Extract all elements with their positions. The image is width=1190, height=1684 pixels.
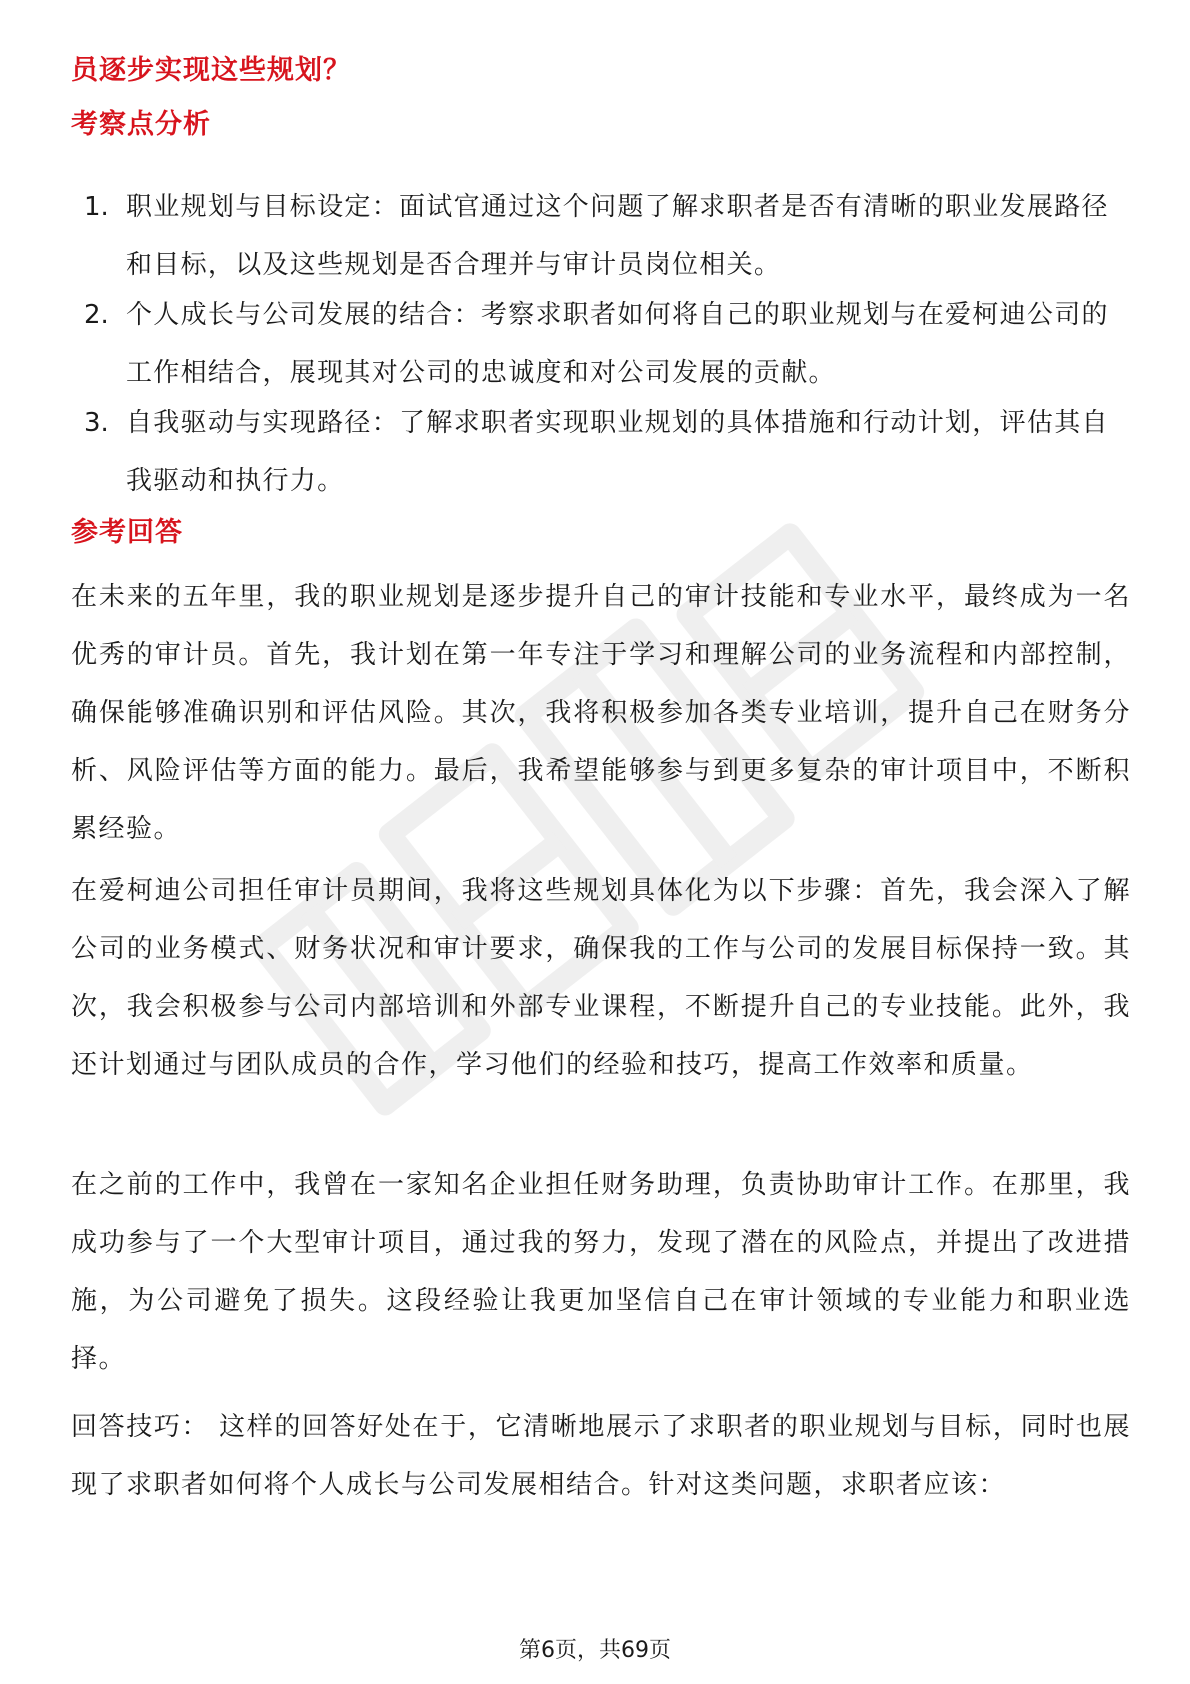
- list-item: [84, 286, 1124, 402]
- list-item: [84, 394, 1124, 510]
- question-heading-continuation: 员逐步实现这些规划？: [71, 55, 351, 86]
- answer-paragraph: 在之前的工作中，我曾在一家知名企业担任财务助理，负责协助审计工作。在那里，我成功参与了一个大型审计项目，通过我的努力，发现了潜在的风险点，并提出了改进措施，为公司避免了损失。这段经验让我更加坚信自己在审计领域的专业能力和职业选择。: [71, 1170, 1131, 1374]
- list-item-number: 1.: [84, 192, 109, 222]
- list-item: [84, 178, 1124, 294]
- page-number-footer: 第6页，共69页: [519, 1638, 671, 1663]
- answer-paragraph: 在爱柯迪公司担任审计员期间，我将这些规划具体化为以下步骤：首先，我会深入了解公司的业务模式、财务状况和审计要求，确保我的工作与公司的发展目标保持一致。其次，我会积极参与公司内部培训和外部专业课程，不断提升自己的专业技能。此外，我还计划通过与团队成员的合作，学习他们的经验和技巧，提高工作效率和质量。: [71, 876, 1131, 1080]
- list-item-number: 3.: [84, 408, 109, 438]
- analysis-list: [84, 178, 1124, 510]
- answer-paragraph: 在未来的五年里，我的职业规划是逐步提升自己的审计技能和专业水平，最终成为一名优秀的审计员。首先，我计划在第一年专注于学习和理解公司的业务流程和内部控制，确保能够准确识别和评估风险。其次，我将积极参加各类专业培训，提升自己在财务分析、风险评估等方面的能力。最后，我希望能够参与到更多复杂的审计项目中，不断积累经验。: [71, 582, 1131, 844]
- section-title-analysis: 考察点分析: [71, 109, 211, 140]
- list-item-text: 自我驱动与实现路径：了解求职者实现职业规划的具体措施和行动计划，评估其自我驱动和执行力。: [126, 408, 1109, 496]
- list-item-number: 2.: [84, 300, 109, 330]
- list-item-text: 职业规划与目标设定：面试官通过这个问题了解求职者是否有清晰的职业发展路径和目标，以及这些规划是否合理并与审计员岗位相关。: [126, 192, 1109, 280]
- answer-tips-paragraph: 回答技巧： 这样的回答好处在于，它清晰地展示了求职者的职业规划与目标，同时也展现了求职者如何将个人成长与公司发展相结合。针对这类问题，求职者应该：: [71, 1412, 1131, 1500]
- section-title-answer: 参考回答: [71, 517, 183, 548]
- list-item-text: 个人成长与公司发展的结合：考察求职者如何将自己的职业规划与在爱柯迪公司的工作相结合，展现其对公司的忠诚度和对公司发展的贡献。: [126, 300, 1109, 388]
